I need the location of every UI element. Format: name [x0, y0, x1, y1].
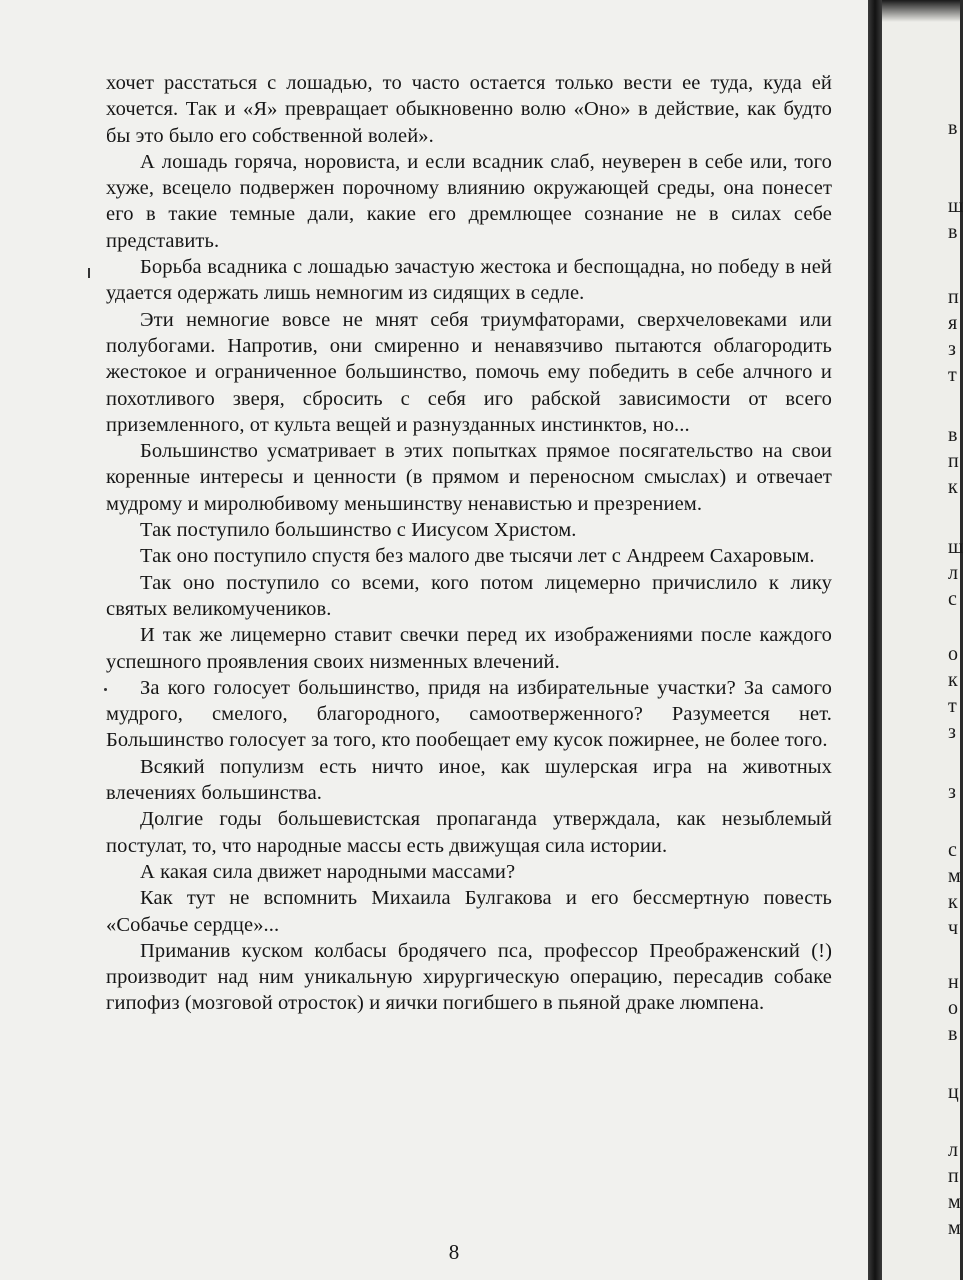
- adjacent-page-letter: в: [948, 1023, 958, 1045]
- paragraph: Эти немногие вовсе не мнят себя триумфаторами, сверхчеловеками или полубогами. Напротив, они смиренно и ненавязчиво пытаются облагородить жестокое и ограниченное большинство, помочь ему победить в себе алчного и похотливого зверя, сбросить с себя иго рабской зависимости от всего приземленного, от культа вещей и разнузданных инстинктов, но...: [106, 308, 832, 436]
- adjacent-page-letter: л: [948, 562, 958, 584]
- adjacent-page-letter: з: [948, 721, 956, 743]
- paragraph: Так поступило большинство с Иисусом Христом.: [140, 519, 577, 542]
- adjacent-page-letter: м: [948, 1217, 961, 1239]
- paragraph: А какая сила движет народными массами?: [140, 860, 516, 883]
- book-gutter: [868, 0, 882, 1280]
- adjacent-page-letter: в: [948, 117, 958, 139]
- adjacent-page-letter: ш: [948, 195, 963, 217]
- page-shadow: [882, 0, 960, 22]
- paragraph: Долгие годы большевистская пропаганда утверждала, как незыблемый постулат, то, что народные массы есть движущая сила истории.: [106, 808, 832, 857]
- paragraph: Приманив куском колбасы бродячего пса, профессор Преображенский (!) производит над ним уникальную хирургическую операцию, пересадив собаке гипофиз (мозговой отросток) и яички погибшего в пьяной драке люмпена.: [106, 939, 832, 1015]
- adjacent-page-letter: ц: [948, 1081, 959, 1103]
- paragraph: А лошадь горяча, норовиста, и если всадник слаб, неуверен в себе или, того хуже, всецело подвержен порочному влиянию окружающей среды, она понесет его в такие темные дали, какие его дремлющее сознание не в силах себе представить.: [106, 150, 832, 252]
- adjacent-page-letter: к: [948, 476, 958, 498]
- paragraph: Как тут не вспомнить Михаила Булгакова и его бессмертную повесть «Собачье сердце»...: [106, 887, 832, 936]
- paragraph: Большинство усматривает в этих попытках прямое посягательство на свои коренные интересы и ценности (в прямом и переносном смыслах) и отвечает мудрому и миролюбивому меньшинству ненавистью и презрением.: [106, 440, 832, 515]
- adjacent-page-letter: о: [948, 997, 958, 1019]
- adjacent-page-letter: с: [948, 588, 957, 610]
- adjacent-page-letter: м: [948, 865, 961, 887]
- adjacent-page-letter: т: [948, 364, 957, 386]
- paragraph: хочет расстаться с лошадью, то часто остается только вести ее туда, куда ей хочется. Так и «Я» превращает обыкновенно волю «Оно» в действие, как будто бы это было его собственной волей».: [106, 72, 832, 147]
- adjacent-page-letter: в: [948, 424, 958, 446]
- paragraph: Борьба всадника с лошадью зачастую жестока и беспощадна, но победу в ней удается одержать лишь немногим из сидящих в седле.: [106, 256, 832, 305]
- paragraph: Всякий популизм есть ничто иное, как шулерская игра на животных влечениях большинства.: [106, 755, 832, 805]
- adjacent-page-letter: к: [948, 669, 958, 691]
- adjacent-page-letter: ч: [948, 917, 959, 939]
- adjacent-page-letter: в: [948, 221, 958, 243]
- scan-speck: [88, 268, 90, 278]
- adjacent-page-letter: п: [948, 450, 959, 472]
- adjacent-page-letter: с: [948, 839, 957, 861]
- adjacent-page-letter: п: [948, 1165, 959, 1187]
- adjacent-page-letter: т: [948, 695, 957, 717]
- paragraph: Так оно поступило спустя без малого две тысячи лет с Андреем Сахаровым.: [140, 545, 815, 568]
- adjacent-page-letter: о: [948, 643, 958, 665]
- page-number: 8: [448, 1240, 460, 1264]
- adjacent-page-letter: л: [948, 1139, 958, 1161]
- adjacent-page-letter: ш: [948, 536, 963, 558]
- adjacent-page-letter: к: [948, 891, 958, 913]
- adjacent-page-letter: з: [948, 781, 956, 803]
- adjacent-page-letter: я: [948, 312, 958, 334]
- scan-speck: [104, 688, 107, 691]
- paragraph: Так оно поступило со всеми, кого потом лицемерно причислило к лику святых великомучеников.: [106, 571, 832, 620]
- adjacent-page-letter: м: [948, 1191, 961, 1213]
- adjacent-page-letter: п: [948, 286, 959, 308]
- body-text: [106, 70, 832, 1017]
- paragraph: За кого голосует большинство, придя на избирательные участки? За самого мудрого, смелого, благородного, самоотверженного? Разумеется нет. Большинство голосует за того, кто пообещает ему кусок пожирнее, не более того.: [106, 676, 832, 752]
- adjacent-page-letter: з: [948, 338, 956, 360]
- adjacent-page-letter: н: [948, 971, 959, 993]
- adjacent-page-edge: [882, 0, 963, 1280]
- paragraph: И так же лицемерно ставит свечки перед их изображениями после каждого успешного проявления своих низменных влечений.: [106, 624, 832, 673]
